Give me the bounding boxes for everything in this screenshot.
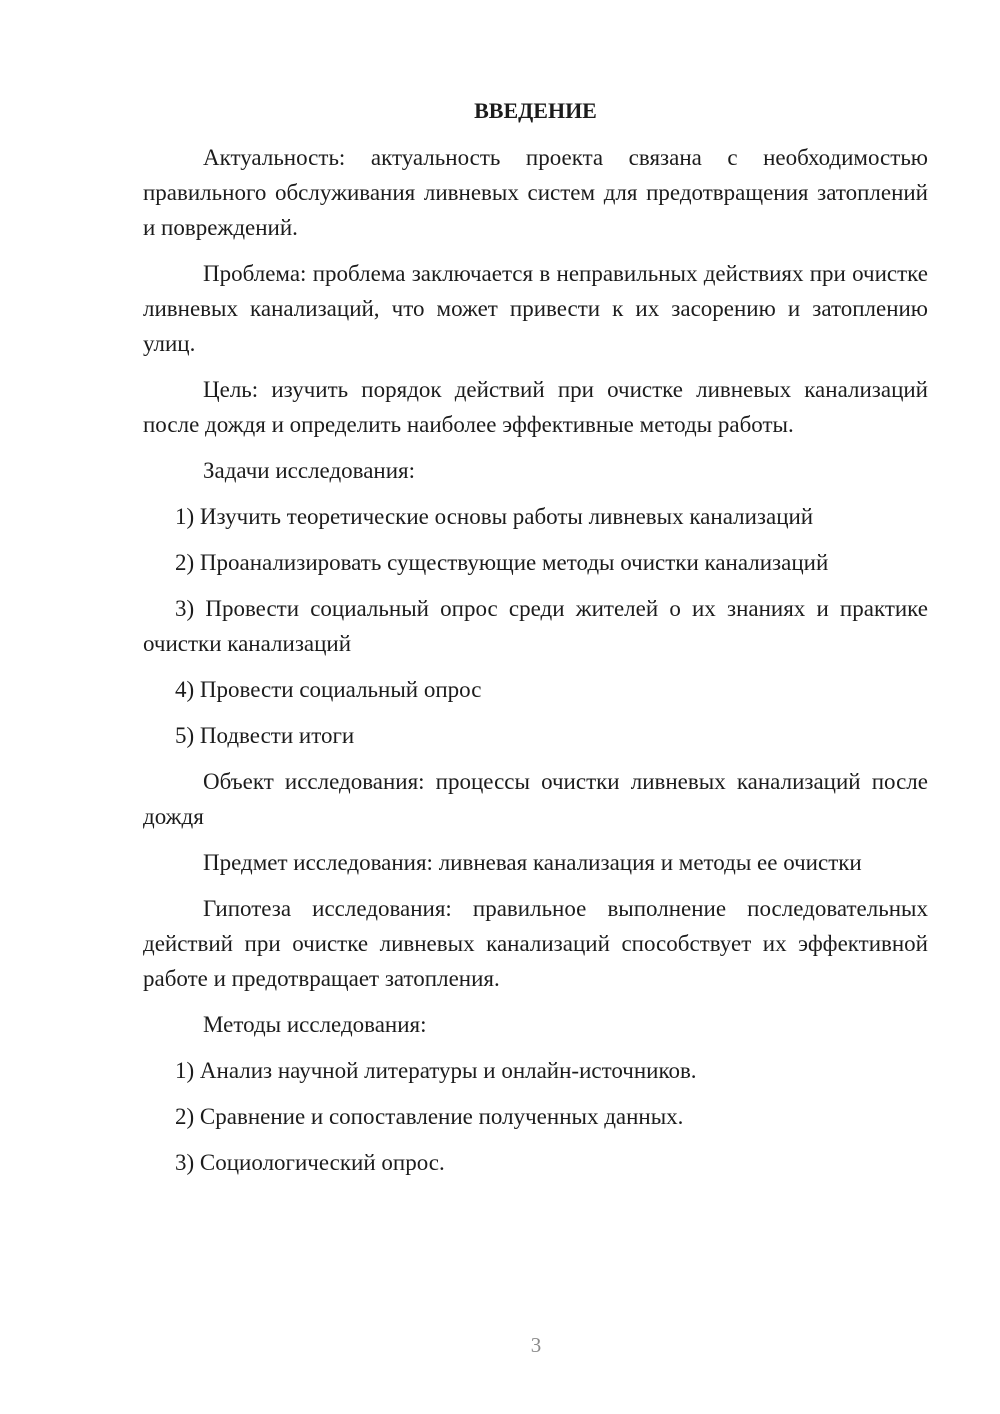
methods-heading: Методы исследования: xyxy=(203,1012,427,1037)
page-number: 3 xyxy=(530,1333,542,1357)
section-title: ВВЕДЕНИЕ xyxy=(474,98,597,123)
problem-paragraph: Проблема: проблема заключается в неправильных действиях при очистке ливневых канализаций, что может привести к их засорению и затоплению улиц. xyxy=(143,261,928,356)
method-item: 1) Анализ научной литературы и онлайн-источников. xyxy=(175,1058,697,1083)
page-content xyxy=(143,94,928,1191)
task-item: 1) Изучить теоретические основы работы ливневых канализаций xyxy=(175,504,814,529)
relevance-paragraph: Актуальность: актуальность проекта связана с необходимостью правильного обслуживания ливневых систем для предотвращения затоплений и повреждений. xyxy=(143,145,928,240)
method-item: 2) Сравнение и сопоставление полученных данных. xyxy=(175,1104,684,1129)
goal-paragraph: Цель: изучить порядок действий при очистке ливневых канализаций после дождя и определить наиболее эффективные методы работы. xyxy=(143,377,928,437)
object-paragraph: Объект исследования: процессы очистки ливневых канализаций после дождя xyxy=(143,769,928,829)
task-item: 4) Провести социальный опрос xyxy=(175,677,482,702)
task-item: 5) Подвести итоги xyxy=(175,723,355,748)
hypothesis-paragraph: Гипотеза исследования: правильное выполнение последовательных действий при очистке ливневых канализаций способствует их эффективной работе и предотвращает затопления. xyxy=(143,896,928,991)
task-item: 2) Проанализировать существующие методы очистки канализаций xyxy=(175,550,829,575)
tasks-heading: Задачи исследования: xyxy=(203,458,416,483)
task-item: 3) Провести социальный опрос среди жителей о их знаниях и практике очистки канализаций xyxy=(143,596,928,656)
subject-paragraph: Предмет исследования: ливневая канализация и методы ее очистки xyxy=(203,850,862,875)
method-item: 3) Социологический опрос. xyxy=(175,1150,445,1175)
